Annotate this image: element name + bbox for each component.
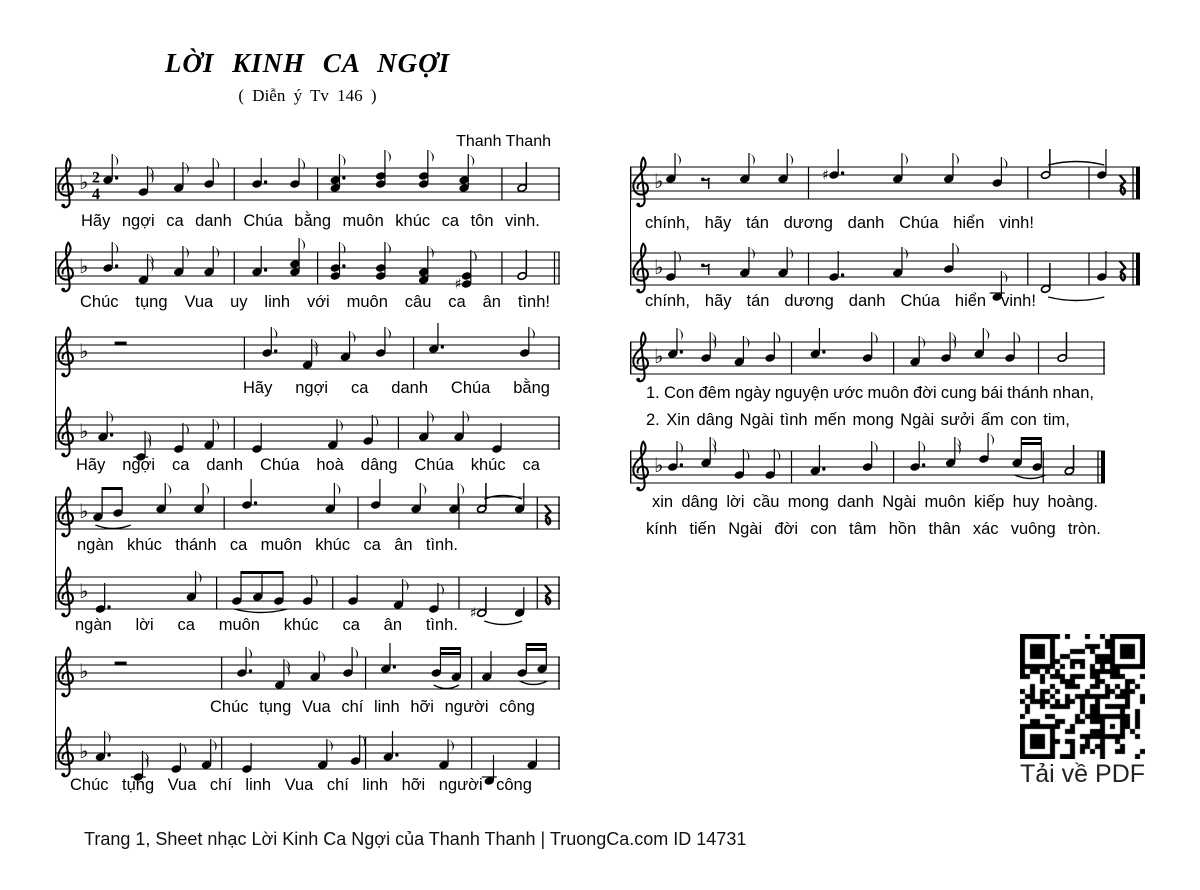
lyric-word: ca — [522, 456, 540, 474]
lyric-line — [646, 520, 1101, 538]
lyric-word: huy — [1012, 493, 1040, 511]
system-connector — [55, 497, 56, 609]
qr-caption[interactable]: Tải về PDF — [1020, 760, 1146, 788]
lyric-word: tụng — [135, 293, 168, 311]
lyric-word: muôn — [218, 616, 260, 634]
lyric-word: thân — [928, 520, 961, 538]
lyric-line — [81, 212, 540, 230]
lyric-word: danh — [848, 292, 886, 310]
lyric-word: xác — [972, 520, 999, 538]
lyric-word: dâng — [681, 493, 719, 511]
lyric-word: khúc — [127, 536, 162, 554]
lyric-word: ca — [350, 379, 369, 397]
svg-text:♭: ♭ — [79, 419, 89, 443]
lyric-word: dâng — [696, 411, 734, 429]
lyric-line — [646, 411, 1070, 429]
lyric-line — [76, 456, 540, 474]
composer-name: Thanh Thanh — [456, 133, 551, 150]
lyric-word: danh — [391, 379, 429, 397]
lyric-word: vinh! — [999, 214, 1034, 232]
lyric-line — [75, 616, 458, 634]
lyric-word: vinh. — [505, 212, 540, 230]
lyric-word: Ngài — [728, 520, 763, 538]
svg-text:♭: ♭ — [79, 254, 89, 278]
lyric-line — [646, 384, 1094, 402]
lyric-word: ca — [363, 536, 381, 554]
lyric-word: với — [306, 293, 330, 311]
lyric-word: Chúa — [900, 292, 940, 310]
lyric-word: hoàng. — [1047, 493, 1098, 511]
lyric-word: ân — [383, 616, 403, 634]
lyric-word: chính, — [645, 214, 690, 232]
lyric-word: Vua — [284, 776, 314, 794]
lyric-line — [243, 379, 550, 397]
lyric-word: hiển — [953, 214, 985, 232]
lyric-line — [645, 214, 1034, 232]
lyric-word: mong — [852, 411, 894, 429]
lyric-word: hỡi — [401, 776, 426, 794]
lyric-word: con — [1010, 411, 1037, 429]
lyric-word: ngợi — [121, 212, 155, 230]
lyric-word: ca — [441, 212, 460, 230]
lyric-word: khúc — [315, 536, 351, 554]
lyric-word: muôn — [260, 536, 302, 554]
qr-code-image[interactable] — [1020, 634, 1145, 759]
lyric-word: Chúa — [259, 456, 300, 474]
lyric-word: xin — [652, 493, 674, 511]
lyric-word: Chúc — [80, 293, 119, 311]
lyric-word: Vua — [167, 776, 197, 794]
lyric-word: chí — [209, 776, 232, 794]
lyric-word: linh — [362, 776, 389, 794]
lyric-word: Con — [663, 384, 695, 402]
lyric-word: tròn. — [1067, 520, 1101, 538]
lyric-word: chí — [341, 698, 364, 716]
lyric-word: khúc — [395, 212, 431, 230]
lyric-word: đời — [913, 384, 937, 402]
svg-text:♭: ♭ — [79, 579, 89, 603]
lyric-word: tâm — [849, 520, 877, 538]
svg-text:4: 4 — [92, 186, 100, 203]
svg-text:♯: ♯ — [822, 167, 829, 184]
lyric-word: ngàn — [77, 536, 114, 554]
lyric-word: tụng — [259, 698, 292, 716]
lyric-word: ca — [448, 293, 466, 311]
svg-text:♯: ♯ — [454, 276, 462, 293]
lyric-word: ân — [394, 536, 413, 554]
lyric-word: câu — [404, 293, 432, 311]
lyric-word: linh — [373, 698, 400, 716]
lyric-word: linh — [264, 293, 291, 311]
lyric-word: bái — [980, 384, 1003, 402]
lyric-word: Chúc — [70, 776, 109, 794]
lyric-word: danh — [837, 493, 874, 511]
lyric-word: hoà — [316, 456, 344, 474]
svg-text:♭: ♭ — [654, 169, 664, 193]
lyric-word: ước — [833, 384, 864, 402]
lyric-word: thánh — [1007, 384, 1049, 402]
lyric-word: chính, — [645, 292, 690, 310]
lyric-word: tình. — [425, 536, 458, 554]
lyric-word: ấm — [980, 411, 1004, 429]
lyric-word: Chúa — [243, 212, 283, 230]
lyric-word: khúc — [470, 456, 506, 474]
lyric-line — [70, 776, 532, 794]
lyric-word: tình — [780, 411, 808, 429]
lyric-line — [652, 493, 1098, 511]
lyric-word: tình. — [425, 616, 458, 634]
lyric-word: ca — [172, 456, 190, 474]
lyric-word: cầu — [752, 493, 780, 511]
lyric-word: người — [438, 776, 483, 794]
svg-text:2: 2 — [92, 169, 100, 187]
lyric-word: ngày — [734, 384, 771, 402]
lyric-word: lời — [135, 616, 154, 634]
lyric-line — [77, 536, 458, 554]
lyric-word: tán — [745, 214, 769, 232]
lyric-word: bằng — [294, 212, 332, 230]
lyric-word: ngàn — [75, 616, 112, 634]
lyric-word: tình! — [517, 293, 550, 311]
lyric-word: con — [810, 520, 837, 538]
lyric-word: dâng — [360, 456, 398, 474]
lyric-word: muôn — [346, 293, 388, 311]
lyric-word: hãy — [704, 214, 732, 232]
lyric-word: công — [499, 698, 535, 716]
lyric-word: hồn — [888, 520, 917, 538]
lyric-word: đời — [774, 520, 799, 538]
lyric-line — [645, 292, 1036, 310]
lyric-word: hãy — [704, 292, 732, 310]
lyric-word: vuông — [1010, 520, 1056, 538]
lyric-word: khúc — [283, 616, 319, 634]
svg-text:♭: ♭ — [79, 170, 89, 194]
lyric-word: ngợi — [122, 456, 156, 474]
lyric-word: 2. — [646, 411, 660, 429]
svg-text:♭: ♭ — [654, 255, 664, 279]
lyric-word: chí — [326, 776, 349, 794]
lyric-word: bằng — [513, 379, 550, 397]
lyric-line — [210, 698, 535, 716]
lyric-word: Ngài — [739, 411, 774, 429]
svg-text:♭: ♭ — [79, 659, 89, 683]
lyric-word: danh — [847, 214, 885, 232]
lyric-word: hỡi — [410, 698, 434, 716]
lyric-word: ân — [482, 293, 501, 311]
page-subtitle: ( Diễn ý Tv 146 ) — [238, 86, 377, 105]
lyric-word: cung — [940, 384, 977, 402]
lyric-word: dương — [783, 214, 833, 232]
lyric-word: muôn — [867, 384, 909, 402]
page-title: LỜI KINH CA NGỢI — [164, 48, 451, 78]
svg-text:♭: ♭ — [79, 739, 89, 763]
lyric-word: Hãy — [243, 379, 273, 397]
lyric-word: ca — [166, 212, 184, 230]
lyric-word: sưởi — [940, 411, 975, 429]
lyric-word: 1. — [646, 384, 660, 402]
lyric-word: hiển — [954, 292, 987, 310]
footer-caption: Trang 1, Sheet nhạc Lời Kinh Ca Ngợi của Thanh Thanh | TruongCa.com ID 14731 — [84, 829, 747, 849]
lyric-word: mong — [787, 493, 829, 511]
svg-text:♭: ♭ — [654, 453, 664, 477]
lyric-word: Vua — [184, 293, 214, 311]
lyric-word: nhan, — [1052, 384, 1094, 402]
lyric-line — [80, 293, 550, 311]
lyric-word: tụng — [122, 776, 155, 794]
lyric-word: ca — [229, 536, 248, 554]
lyric-word: Vua — [301, 698, 331, 716]
lyric-word: nguyện — [774, 384, 829, 402]
lyric-word: danh — [206, 456, 244, 474]
lyric-word: tôn — [470, 212, 494, 230]
lyric-word: ngợi — [295, 379, 329, 397]
lyric-word: Hãy — [76, 456, 106, 474]
lyric-word: mến — [814, 411, 847, 429]
lyric-word: công — [496, 776, 532, 794]
qr-code[interactable] — [1020, 634, 1145, 764]
lyric-word: dương — [784, 292, 834, 310]
svg-text:♭: ♭ — [79, 339, 89, 363]
lyric-word: linh — [245, 776, 272, 794]
lyric-word: tim, — [1043, 411, 1070, 429]
lyric-word: đêm — [698, 384, 731, 402]
lyric-word: ca — [342, 616, 360, 634]
lyric-word: Ngài — [882, 493, 917, 511]
svg-text:♭: ♭ — [79, 499, 89, 523]
svg-text:♭: ♭ — [654, 344, 664, 368]
lyric-word: Hãy — [81, 212, 111, 230]
system-connector — [630, 167, 631, 285]
lyric-word: Chúc — [210, 698, 249, 716]
lyric-word: kính — [646, 520, 678, 538]
lyric-word: tán — [746, 292, 770, 310]
lyric-word: muôn — [924, 493, 966, 511]
lyric-word: muôn — [342, 212, 384, 230]
lyric-word: lời — [726, 493, 745, 511]
lyric-word: vinh! — [1001, 292, 1036, 310]
lyric-word: kiếp — [974, 493, 1005, 511]
system-connector — [55, 337, 56, 449]
lyric-word: Chúa — [414, 456, 454, 474]
lyric-word: Ngài — [900, 411, 935, 429]
lyric-word: ca — [177, 616, 195, 634]
lyric-word: Xin — [666, 411, 691, 429]
lyric-word: người — [444, 698, 489, 716]
lyric-word: uy — [230, 293, 248, 311]
lyric-word: Chúa — [899, 214, 939, 232]
svg-text:♯: ♯ — [469, 605, 477, 622]
lyric-word: Chúa — [450, 379, 491, 397]
lyric-word: tiến — [689, 520, 716, 538]
lyric-word: danh — [195, 212, 232, 230]
system-connector — [55, 657, 56, 769]
lyric-word: thánh — [175, 536, 217, 554]
